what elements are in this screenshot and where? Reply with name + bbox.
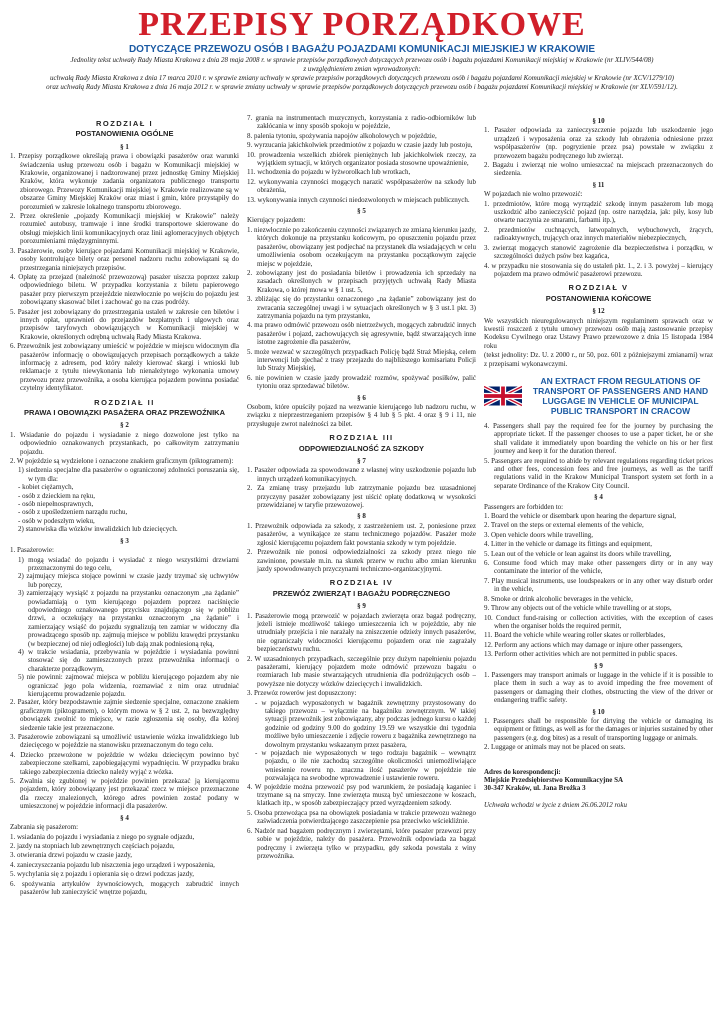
list-item: 12. wykonywania czynności mogących narazić współpasażerów na szkody lub obrażenia, xyxy=(247,177,476,195)
chapter-3-heading: ROZDZIAŁ III xyxy=(329,433,394,443)
column-1 xyxy=(10,114,239,1018)
list-item: 4. w przypadku nie stosowania się do ustaleń pkt. 1., 2. i 3. powyżej – kierujący pojazdem ma prawo odmówić pasażerowi przewozu. xyxy=(484,261,713,278)
list-item: 4. Litter in the vehicle or damage its fittings and equipment, xyxy=(484,540,652,549)
section-5-list xyxy=(247,226,476,391)
list-item: 12. Perform any actions which may damage or injure other passengers, xyxy=(484,640,683,649)
list-item: 6. spożywania artykułów żywnościowych, mogących zabrudzić innych pasażerów lub zanieczyścić wnętrze pojazdu, xyxy=(10,879,239,896)
chapter-1-title: POSTANOWIENIA OGÓLNE xyxy=(75,129,174,139)
list-item: 1. Wsiadanie do pojazdu i wysiadanie z niego dozwolone jest tylko na odpowiednio oznakowanych przystankach, po całkowitym zatrzymaniu pojazdu. xyxy=(10,430,239,456)
list-item: 6. Nadzór nad bagażem podręcznym i zwierzętami, które pasażer przewozi przy sobie w pojeździe, należy do pasażera. Przewoźnik odpowiada za bagaż podręczny i zwierzęta tylko w przypadku, gdy szkoda powstała z winy przewoźnika. xyxy=(247,826,476,860)
list-item: 4. Dziecko przewożone w pojeździe w wózku dziecięcym powinno być zabezpieczone szelkami, zapobiegającymi wypadnięciu. W przypadku braku takiego zabezpieczenia dziecko należy wyjąć z wózka. xyxy=(10,750,239,776)
section-12-text: We wszystkich nieuregulowanych niniejszym regulaminem sprawach oraz w kwestii roszczeń z tytułu umowy przewozu osób mają zastosowanie przepisy Kodeksu Cywilnego oraz Ustawy Prawo przewozowe z dnia 15 listopada 1984 roku xyxy=(484,316,713,350)
chapter-3-title: ODPOWIEDZIALNOŚĆ ZA SZKODY xyxy=(298,443,425,453)
section-6-text: Osobom, które opuściły pojazd na wezwanie kierującego lub nadzoru ruchu, w związku z nieprzestrzeganiem przepisów § 4 lub § 5 pkt. 4 oraz § 9 i 11, nie przysługuje zwrot należności za bilet. xyxy=(247,403,476,428)
list-item: 1. wsiadania do pojazdu i wysiadania z niego po sygnale odjazdu, xyxy=(10,832,195,841)
list-item: 6. nie powinien w czasie jazdy prowadzić rozmów, spożywać posiłków, palić tytoniu oraz sprzedawać biletów. xyxy=(247,373,476,391)
list-item: - w pojazdach wyposażonych w bagażnik zewnętrzny przystosowany do takiego przewozu – wyłącznie na bagażniku zewnętrznym. W takiej sytuacji przewoźnik jest zobowiązany, aby podczas jednego kursu o każdej godzinie od godziny 9.00 do godziny 19.59 we wszystkie dni tygodnia możliwe było umieszczenie i zdjęcie roweru z bagażnika zewnętrznego na dowolnym przystanku wskazanym przez pasażera, xyxy=(255,698,476,749)
english-section-10-list xyxy=(484,717,713,752)
list-item: 5. Zwalnia się zgubionej w pojeździe powinien przekazać ją kierującemu pojazdem, który zobowiązany jest przekazać rzecz w miejsce przeznaczone dla rzeczy znalezionych, którego adres powinien zostać podany w umieszczonej w pojeździe informacji dla pasażerów. xyxy=(10,777,239,811)
section-4: § 4 xyxy=(120,813,129,822)
uk-flag-icon xyxy=(484,384,522,408)
list-item: 3. Pasażerowie zobowiązani są umożliwić ustawienie wózka inwalidzkiego lub dziecięcego w pojeździe na stanowisku przeznaczonym do tego celu. xyxy=(10,733,239,750)
list-item: 1. Board the vehicle or disembark upon hearing the departure signal, xyxy=(484,512,677,521)
list-item: 3. zbliżając się do przystanku oznaczonego „na żądanie” zobowiązany jest do zwracania szczególnej uwagi i w sytuacjach określonych w § 3 ust.1 pkt. 3) zatrzymania pojazdu na tym przystanku, xyxy=(247,295,476,320)
column-2 xyxy=(247,114,476,1018)
header-line-2: z uwzględnieniem zmian wprowadzonych: xyxy=(303,65,421,73)
english-section-9-list xyxy=(484,671,713,705)
section-8-list xyxy=(247,522,476,573)
list-item: 2. W pojeździe są wydzielone i oznaczone znakiem graficznym (piktogramem): xyxy=(10,457,234,466)
list-item: 2. zobowiązany jest do posiadania biletów i prowadzenia ich sprzedaży na zasadach określonych w przepisach przyjętych uchwałą Rady Miasta Krakowa, o której mowa w § 1 ust. 5, xyxy=(247,268,476,294)
list-item: 3. Przewóz rowerów jest dopuszczony: xyxy=(247,689,357,698)
section-12-text-2: (tekst jednolity: Dz. U. z 2000 r., nr 50, poz. 601 z późniejszymi zmianami) wraz z przepisami wykonawczymi. xyxy=(484,351,713,368)
section-2: § 2 xyxy=(120,421,129,430)
list-item: 5. Pasażer jest zobowiązany do przestrzegania ustaleń w zakresie cen biletów i innych opłat, uprawnień do przejazdów bezpłatnych i ulgowych oraz przepisów taryfowych obowiązujących w Komunikacji miejskiej w Krakowie, określonych odrębną uchwałą Rady Miasta Krakowa. xyxy=(10,307,239,341)
list-item: - osób niepełnosprawnych, xyxy=(18,500,94,509)
list-item: 6. Przewoźnik jest zobowiązany umieścić w pojeździe w miejscu widocznym dla pasażerów informację o obowiązujących przepisach porządkowych a także informację z adresem, pod który należy kierować skargi i wnioski lub reklamacje z tytułu niewykonania lub nienależytego wykonania umowy przewozu przez przewoźnika, a osoba kierująca pojazdem powinna posiadać czytelny identyfikator. xyxy=(10,342,239,393)
section-4-list-continued xyxy=(247,114,476,204)
list-item: - kobiet ciężarnych, xyxy=(18,483,74,492)
section-12: § 12 xyxy=(592,307,605,316)
english-section-4: § 4 xyxy=(594,493,603,502)
english-extract-header xyxy=(484,376,713,416)
list-item: 4. zanieczyszczania pojazdu lub niszczenia jego urządzeń i wyposażenia, xyxy=(10,860,215,869)
correspondence-address xyxy=(484,768,713,793)
address-company: Miejskie Przedsiębiorstwo Komunikacyjne SA xyxy=(484,776,624,784)
list-item: 4. Opłatę za przejazd (należność przewozową) pasażer uiszcza poprzez zakup odpowiedniego biletu. W przypadku korzystania z biletu papierowego pasażer przy pierwszym przejeździe niezwłocznie po wejściu do pojazdu jest zobowiązany skasować bilet i zachować go na czas podróży. xyxy=(10,272,239,307)
chapter-4-title: PRZEWÓZ ZWIERZĄT I BAGAŻU PODRĘCZNEGO xyxy=(272,588,451,598)
chapter-4-heading: ROZDZIAŁ IV xyxy=(329,578,394,588)
section-8: § 8 xyxy=(357,512,366,521)
section-7: § 7 xyxy=(357,457,366,466)
list-item: - w pojazdach nie wyposażonych w tego rodzaju bagażnik – wewnątrz pojazdu, o ile nie zachodzą szczególne okoliczności uniemożliwiające wniesienie roweru np. znaczna ilość pasażerów w pojeździe nie pozwalająca na swobodne wprowadzenie i ustawienie roweru. xyxy=(255,749,476,783)
list-item: 1. Pasażerowie: xyxy=(10,546,54,555)
chapter-1-heading: ROZDZIAŁ I xyxy=(95,119,154,128)
list-item: 5) nie powinni: zajmować miejsca w pobliżu kierującego pojazdem aby nie ograniczać jego pola widzenia, rozmawiać z nim oraz utrudniać kierującemu prowadzenie pojazdu. xyxy=(18,673,239,698)
list-item: 7. grania na instrumentach muzycznych, korzystania z radio-odbiorników lub zakłócania w inny sposób spokoju w pojeździe, xyxy=(247,114,476,131)
list-item: 2) stanowiska dla wózków inwalidzkich lub dziecięcych. xyxy=(18,525,178,534)
page-title: PRZEPISY PORZĄDKOWE xyxy=(138,6,586,43)
list-item: 9. Throw any objects out of the vehicle while travelling or at stops, xyxy=(484,604,672,613)
list-item: 5. Lean out of the vehicle or lean against its doors while travelling, xyxy=(484,549,672,558)
list-item: 4) w trakcie wsiadania, przebywania w pojeździe i wysiadania powinni stosować się do zamieszczonych przez przewoźnika informacji o charakterze porządkowym, xyxy=(18,647,239,673)
section-11-intro: W pojazdach nie wolno przewozić: xyxy=(484,190,583,199)
section-3-list xyxy=(10,546,239,811)
list-item: 2. Luggage or animals may not be placed on seats. xyxy=(484,743,626,752)
header-line-3: uchwałą Rady Miasta Krakowa z dnia 17 marca 2010 r. w sprawie zmiany uchwały w sprawie przepisów porządkowych dotyczących przewozu osób i bagażu pojazdami Komunikacji miejskiej w Krakowie (nr XCV/1279/10) xyxy=(50,74,674,82)
section-5-intro: Kierujący pojazdem: xyxy=(247,216,306,225)
column-3 xyxy=(484,114,713,1018)
list-item: 11. wchodzenia do pojazdu w łyżworolkach lub wrotkach, xyxy=(247,168,411,177)
list-item: - osób z dzieckiem na ręku, xyxy=(18,491,95,500)
list-item: 2. Za zmianę trasy przejazdu lub zatrzymanie pojazdu bez uzasadnionej przyczyny pasażer zobowiązany jest uiścić opłatę dodatkową w wysokości przewidzianej w taryfie przewozowej. xyxy=(247,484,476,510)
english-extract-title: AN EXTRACT FROM REGULATIONS OF TRANSPORT OF PASSENGERS AND HAND LUGGAGE IN VEHICLE OF MUNICIPAL PUBLIC TRANSPORT IN CRACOW xyxy=(532,375,709,416)
section-4-list xyxy=(10,833,239,897)
list-item: 2. Przez określenie „pojazdy Komunikacji miejskiej w Krakowie” należy rozumieć autobusy, tramwaje i inne środki transportowe skierowane do obsługi miejskich linii komunikacyjnych oraz linii aglomeracyjnych objętych porozumieniami międzygminnymi. xyxy=(10,212,239,246)
list-item: 8. Smoke or drink alcoholic beverages in the vehicle, xyxy=(484,594,633,603)
effective-date-note: Uchwała wchodzi w życie z dniem 26.06.2012 roku xyxy=(484,800,628,809)
section-10: § 10 xyxy=(592,117,605,125)
list-item: 2. Travel on the steps or external elements of the vehicle, xyxy=(484,521,644,530)
header xyxy=(0,0,724,92)
section-11-list xyxy=(484,200,713,279)
list-item: - osób z upośledzeniem narządu ruchu, xyxy=(18,508,128,517)
list-item: 4. ma prawo odmówić przewozu osób nietrzeźwych, mogących zabrudzić innych pasażerów i pojazd, zachowujących się agresywnie, bądź stwarzających inne istotne zagrożenie dla pasażerów, xyxy=(247,321,476,347)
list-item: 13. Perform other activities which are not permitted in public spaces. xyxy=(484,650,678,659)
content-columns xyxy=(10,114,714,1018)
section-7-list xyxy=(247,466,476,509)
list-item: 5. wychylania się z pojazdu i opierania się o drzwi podczas jazdy, xyxy=(10,870,195,879)
list-item: 1. przedmiotów, które mogą wyrządzić szkodę innym pasażerom lub mogą uszkodzić albo zanieczyścić pojazd (np. ostre narzędzia, jak: piły, kosy lub otwarte naczynia ze smarami, farbami itp.), xyxy=(484,199,713,225)
list-item: 2. przedmiotów cuchnących, łatwopalnych, wybuchowych, żrących, radioaktywnych, trujących oraz innych materiałów niebezpiecznych, xyxy=(484,225,713,243)
list-item: 1. Pasażerowie mogą przewozić w pojazdach zwierzęta oraz bagaż podręczny, jeżeli istnieje możliwość takiego umieszczenia ich w pojeździe, aby nie utrudniały przejścia i nie narażały na zniszczenie odzieży innych pasażerów, nie ograniczały widoczności kierującemu pojazdem oraz nie zagrażały bezpieczeństwu ruchu. xyxy=(247,611,476,654)
list-item: 4. Passengers shall pay the required fee for the journey by purchasing the appropriate ticket. If the passenger chooses to use a paper ticket, he or she shall validate it immediately upon boarding the vehicle on his or her first journey and keep it for the duration thereof. xyxy=(484,421,713,456)
list-item: 13. wykonywania innych czynności niedozwolonych w miejscach publicznych. xyxy=(247,195,470,204)
header-line-1: Jednolity tekst uchwały Rady Miasta Krakowa z dnia 28 maja 2008 r. w sprawie przepisów porządkowych dotyczących przewozu osób i bagażu pojazdami Komunikacji miejskiej w Krakowie (nr XLIV/544/08) xyxy=(70,56,654,64)
section-3: § 3 xyxy=(120,536,129,545)
address-street: 30-347 Kraków, ul. Jana Brożka 3 xyxy=(484,784,586,793)
chapter-2-heading: ROZDZIAŁ II xyxy=(94,397,155,407)
list-item: 1. Przewoźnik odpowiada za szkody, z zastrzeżeniem ust. 2, poniesione przez pasażerów, a wynikające ze stanu technicznego pojazdów. Pasażer może zgłosić kierującemu pojazdem fakt powstania szkody w tym pojeździe. xyxy=(247,521,476,547)
list-item: 4. W pojeździe można przewozić psy pod warunkiem, że posiadają kaganiec i trzymane są na smyczy. Inne zwierzęta muszą być umieszczone w koszach, klatkach itp., w sposób zabezpieczający przed wyrządzeniem szkody. xyxy=(247,782,476,808)
list-item: 1. Pasażer odpowiada za zanieczyszczenie pojazdu lub uszkodzenie jego urządzeń i wyposażenia oraz za szkody lub obrażenia odniesione przez współpasażerów (np. pogryzienie przez psa) powstałe w związku z przewozem bagażu podręcznego lub zwierząt. xyxy=(484,126,713,160)
list-item: 3. Pasażerowie, osoby kierujące pojazdami Komunikacji miejskiej w Krakowie, osoby kontrolujące bilety oraz personel nadzoru ruchu zobowiązani są do przestrzegania niniejszych przepisów. xyxy=(10,246,239,272)
list-item: 6. Consume food which may make other passengers dirty or in any way contaminate the interior of the vehicle, xyxy=(484,559,713,576)
list-item: 10. prowadzenia wszelkich zbiórek pieniężnych lub jakichkolwiek rzeczy, za wyjątkiem sytuacji, w których organizator posiada stosowne upoważnienie, xyxy=(247,150,476,168)
section-1: § 1 xyxy=(120,142,129,151)
list-item: 3. Open vehicle doors while travelling, xyxy=(484,530,594,539)
page-subtitle: DOTYCZĄCE PRZEWOZU OSÓB I BAGAŻU POJAZDAMI KOMUNIKACJI MIEJSKIEJ W KRAKOWIE xyxy=(128,44,596,55)
list-item: - osób w podeszłym wieku, xyxy=(18,516,95,525)
list-item: 2. Pasażer, który bezpodstawnie zajmie siedzenie specjalne, oznaczone znakiem graficznym (piktogramem), o którym mowa w § 2 ust. 2, na bezwzględny obowiązek zwolnić to miejsce, w razie zgłoszenia się osoby, dla której siedzenie takie jest przeznaczone. xyxy=(10,698,239,732)
section-1-list xyxy=(10,152,239,392)
english-section-4-list xyxy=(484,512,713,659)
chapter-2-title: PRAWA I OBOWIĄZKI PASAŻERA ORAZ PRZEWOŹNIKA xyxy=(24,408,225,417)
list-item: 7. Play musical instruments, use loudspeakers or in any other way disturb order in the vehicle, xyxy=(484,576,713,594)
section-4-intro: Zabrania się pasażerom: xyxy=(10,823,79,832)
section-2-list xyxy=(10,431,239,534)
list-item: 1. Passengers shall be responsible for dirtying the vehicle or damaging its equipment or fittings, as well as for the damages or injuries sustained by other passengers (e.g. dog bites) as a result of transporting luggage or animals. xyxy=(484,716,713,742)
section-9: § 9 xyxy=(357,602,366,611)
list-item: 1) siedzenia specjalne dla pasażerów o ograniczonej zdolności poruszania się, w tym dla: xyxy=(18,466,239,483)
english-paragraphs xyxy=(484,422,713,490)
list-item: 5. może wezwać w szczególnych przypadkach Policję bądź Straż Miejską, celem interwencji lub zjechać z trasy przejazdu do najbliższego komisariatu Policji lub Straży Miejskiej, xyxy=(247,347,476,373)
list-item: 2. jazdy na stopniach lub zewnętrznych częściach pojazdu, xyxy=(10,841,175,850)
list-item: 5. Osoba przewożąca psa na obowiązek posiadania w trakcie przewozu ważnego zaświadczenia potwierdzającego zaszczepienie psa przeciwko wściekliźnie. xyxy=(247,808,476,826)
list-item: 8. palenia tytoniu, spożywania napojów alkoholowych w pojeździe, xyxy=(247,131,437,140)
list-item: 1. Passengers may transport animals or luggage in the vehicle if it is possible to place them in such a way as to avoid impeding the free movement of passengers or damaging their clothes, obstructing the view of the driver or endangering traffic safety. xyxy=(484,670,713,705)
list-item: 2. Bagażu i zwierząt nie wolno umieszczać na miejscach przeznaczonych do siedzenia. xyxy=(484,161,713,178)
list-item: 10. Conduct fund-raising or collection activities, with the exception of cases when the organiser holds the required permit, xyxy=(484,613,713,630)
english-section-9: § 9 xyxy=(594,661,603,670)
section-11: § 11 xyxy=(592,180,605,189)
list-item: 11. Board the vehicle while wearing roller skates or rollerblades, xyxy=(484,631,666,640)
english-section-10: § 10 xyxy=(592,707,605,716)
list-item: 3. otwierania drzwi pojazdu w czasie jazdy, xyxy=(10,851,132,860)
section-5: § 5 xyxy=(357,207,366,216)
section-6: § 6 xyxy=(357,393,366,402)
list-item: 2. Przewoźnik nie ponosi odpowiedzialności za szkody przez niego nie zawinione, powstałe m.in. na skutek przerw w ruchu albo zmian kierunku jazdy spowodowanych przyczynami techniczno-organizacyjnymi. xyxy=(247,548,476,573)
address-label: Adres do korespondencji: xyxy=(484,767,561,776)
list-item: 2) zajmujący miejsca stojące powinni w czasie jazdy trzymać się uchwytów lub poręczy, xyxy=(18,572,239,589)
list-item: 5. Passengers are required to abide by relevant regulations regarding ticket prices and other fees, concession fees and free journeys, as well as the tariff regulations valid in the Krakow Municipal Transport system set forth in a separate Ordinance of the Krakow City Council. xyxy=(484,456,713,490)
chapter-5-heading: ROZDZIAŁ V xyxy=(568,283,629,293)
section-9-list xyxy=(247,612,476,861)
chapter-5-title: POSTANOWIENIA KOŃCOWE xyxy=(545,293,652,303)
list-item: 9. wyrzucania jakichkolwiek przedmiotów z pojazdu w czasie jazdy lub postoju, xyxy=(247,141,473,150)
list-item: 2. W uzasadnionych przypadkach, szczególnie przy dużym napełnieniu pojazdu pasażerami, kierujący pojazdem może odmówić przewozu bagażu o rozmiarach lub masie stwarzających utrudnienia dla podróżujących osób – powyższe nie dotyczy wózków dziecięcych i inwalidzkich. xyxy=(247,654,476,688)
section-10-list xyxy=(484,126,713,177)
english-section-4-intro: Passengers are forbidden to: xyxy=(484,502,564,511)
list-item: 3. zwierząt mogących stanowić zagrożenie dla bezpieczeństwa i porządku, w szczególności dużych psów bez kagańca, xyxy=(484,243,713,261)
list-item: 1. Przepisy porządkowe określają prawa i obowiązki pasażerów oraz warunki świadczenia usług przewozu osób i bagażu w Komunikacji miejskiej w Krakowie, organizowanej i nadzorowanej przez jednostkę Gminy Miejskiej Kraków, która wykonuje zadania organizatora publicznego transportu zbiorowego. Przewozy Komunikacji miejskiej w Krakowie realizowane są w obszarze Gminy Miejskiej Kraków oraz miast i gmin, które przystąpiły do porozumień w zakresie lokalnego transportu zbiorowego. xyxy=(10,152,239,211)
list-item: 1. Pasażer odpowiada za spowodowane z własnej winy uszkodzenie pojazdu lub innych urządzeń komunikacyjnych. xyxy=(247,466,476,483)
header-line-4: oraz uchwałą Rady Miasta Krakowa z dnia 16 maja 2012 r. w sprawie zmiany uchwały w sprawie przepisów porządkowych dotyczących przewozu osób i bagażu pojazdami Komunikacji miejskiej w Krakowie (nr XLV/591/12). xyxy=(46,83,678,91)
list-item: 1. niezwłocznie po zakończeniu czynności związanych ze zmianą kierunku jazdy, których dokonuje na przystanku końcowym, po opuszczeniu pojazdu przez pasażerów, obowiązany jest podjechać na przystanek dla wsiadających w celu umożliwienia osobom oczekującym na przystanku początkowym zajęcie miejsc w pojeździe, xyxy=(247,225,476,268)
list-item: 1) mogą wsiadać do pojazdu i wysiadać z niego wszystkimi drzwiami przeznaczonymi do tego celu, xyxy=(18,555,239,572)
list-item: 3) zamierzający wysiąść z pojazdu na przystanku oznaczonym „na żądanie” powiadamiają o tym kierującego pojazdem poprzez naciśnięcie odpowiedniego oznakowanego przycisku znajdującego się w pobliżu drzwi, a oczekujący na przystanku oznaczonym „na żądanie” i zamierzający wsiąść do pojazdu sygnalizują ten zamiar w widoczny dla prowadzącego sposób np. zajmują miejsce w pobliżu krawędzi przystanku (w bezpiecznej od niej odległości) lub dają znak podniesioną ręką, xyxy=(18,589,239,648)
